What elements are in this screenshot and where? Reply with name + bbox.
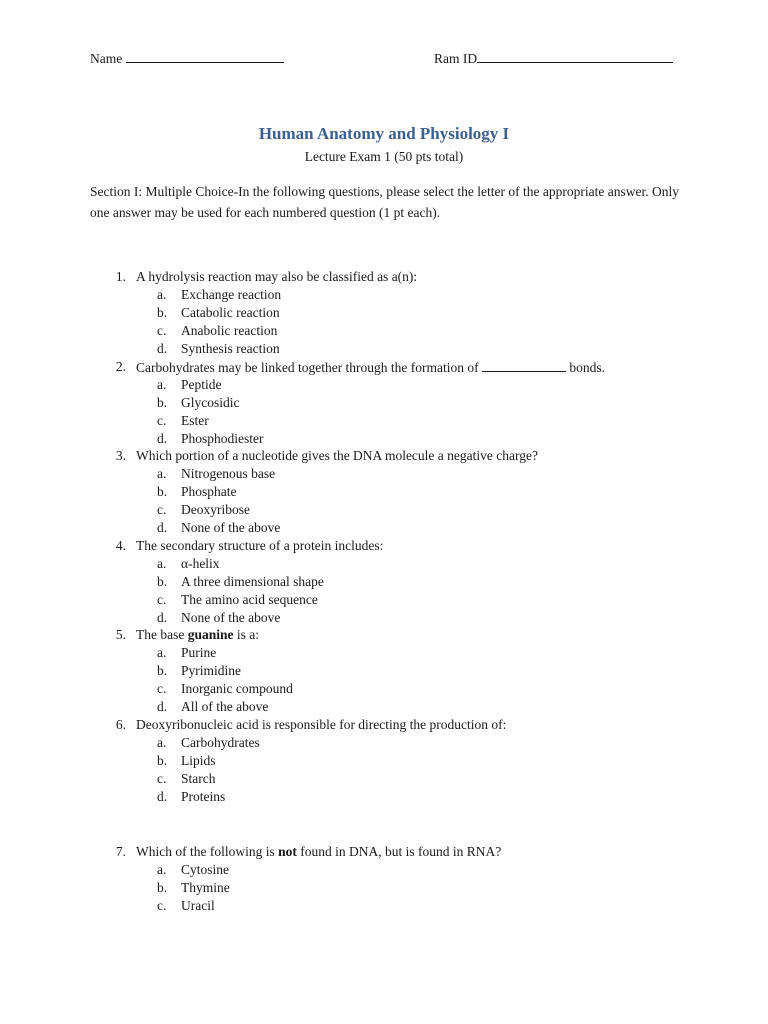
exam-title: Human Anatomy and Physiology I — [258, 124, 510, 143]
option-text: Phosphate — [181, 483, 237, 499]
option-letter: c. — [157, 770, 167, 786]
exam-subtitle: Lecture Exam 1 (50 pts total) — [304, 149, 464, 164]
option-text: Purine — [181, 644, 217, 660]
question-text: The secondary structure of a protein includes: — [136, 538, 384, 553]
student-info-header — [90, 48, 680, 66]
option-text: Synthesis reaction — [181, 340, 280, 356]
question-number: 4. — [115, 538, 126, 553]
option-text: Nitrogenous base — [181, 465, 276, 481]
option-letter: a. — [157, 734, 167, 750]
question-number: 6. — [115, 717, 126, 732]
option-letter: d. — [157, 519, 168, 535]
question-text: Which portion of a nucleotide gives the DNA molecule a negative charge? — [136, 448, 538, 463]
option-text: None of the above — [181, 519, 281, 535]
option-letter: c. — [157, 680, 167, 696]
option-letter: a. — [157, 861, 167, 877]
question-number: 3. — [115, 448, 126, 463]
ramid-label: Ram ID — [434, 51, 478, 66]
question-number: 2. — [115, 359, 126, 374]
option-text: α-helix — [181, 555, 220, 571]
name-blank-line[interactable] — [126, 48, 284, 63]
ramid-blank-line[interactable] — [477, 48, 673, 63]
option-letter: b. — [157, 662, 168, 678]
option-text: Carbohydrates — [181, 734, 260, 750]
question-text-emphasis: guanine — [187, 627, 234, 642]
option-letter: c. — [157, 501, 167, 517]
name-field[interactable] — [90, 48, 284, 67]
option-text: Thymine — [181, 879, 230, 895]
option-letter: d. — [157, 430, 168, 446]
option-letter: d. — [157, 340, 168, 356]
option-text: Peptide — [181, 376, 222, 392]
question-text-after: bonds. — [569, 360, 606, 375]
question-text — [136, 843, 501, 861]
option-text: Phosphodiester — [181, 430, 264, 446]
option-text: Glycosidic — [181, 394, 240, 410]
option-letter: a. — [157, 376, 167, 392]
option-letter: c. — [157, 322, 167, 338]
option-letter: a. — [157, 644, 167, 660]
option-letter: a. — [157, 286, 167, 302]
option-text: Uracil — [181, 897, 215, 913]
question-text: A hydrolysis reaction may also be classified as a(n): — [136, 269, 418, 284]
option-text: Inorganic compound — [181, 680, 293, 696]
question-text — [136, 626, 259, 644]
question-text-before: Which of the following is — [136, 844, 275, 859]
question-text: Deoxyribonucleic acid is responsible for directing the production of: — [136, 717, 507, 732]
section-instructions: Section I: Multiple Choice-In the following questions, please select the letter of the appropriate answer. Only one answer may be used for each numbered question (1 pt each). — [90, 184, 679, 220]
question-text — [136, 358, 605, 377]
question-number: 5. — [115, 627, 126, 642]
question-text-before: The base — [136, 627, 185, 642]
question-text-after: found in DNA, but is found in RNA? — [300, 844, 502, 859]
option-letter: c. — [157, 897, 167, 913]
option-text: None of the above — [181, 609, 281, 625]
ramid-field[interactable] — [434, 48, 673, 67]
option-letter: d. — [157, 609, 168, 625]
question-number: 1. — [115, 269, 126, 284]
option-letter: b. — [157, 573, 168, 589]
option-letter: b. — [157, 304, 168, 320]
question-text-before: Carbohydrates may be linked together through the formation of — [136, 360, 479, 375]
option-letter: c. — [157, 591, 167, 607]
question-text-emphasis: not — [278, 844, 297, 859]
option-text: Pyrimidine — [181, 662, 241, 678]
option-letter: b. — [157, 394, 168, 410]
option-text: Exchange reaction — [181, 286, 282, 302]
option-text: Ester — [181, 412, 209, 428]
option-letter: d. — [157, 698, 168, 714]
option-text: Anabolic reaction — [181, 322, 278, 338]
option-text: The amino acid sequence — [181, 591, 318, 607]
option-letter: d. — [157, 788, 168, 804]
option-letter: a. — [157, 555, 167, 571]
fill-in-blank-line[interactable] — [482, 358, 566, 372]
option-letter: a. — [157, 465, 167, 481]
option-text: Lipids — [181, 752, 216, 768]
option-letter: b. — [157, 879, 168, 895]
option-letter: b. — [157, 752, 168, 768]
option-text: Deoxyribose — [181, 501, 250, 517]
option-text: Proteins — [181, 788, 226, 804]
option-text: Catabolic reaction — [181, 304, 280, 320]
name-label: Name — [90, 51, 123, 66]
option-letter: b. — [157, 483, 168, 499]
option-text: Starch — [181, 770, 216, 786]
option-letter: c. — [157, 412, 167, 428]
option-text: A three dimensional shape — [181, 573, 324, 589]
question-number: 7. — [115, 844, 126, 859]
option-text: Cytosine — [181, 861, 230, 877]
question-text-after: is a: — [236, 627, 260, 642]
option-text: All of the above — [181, 698, 269, 714]
